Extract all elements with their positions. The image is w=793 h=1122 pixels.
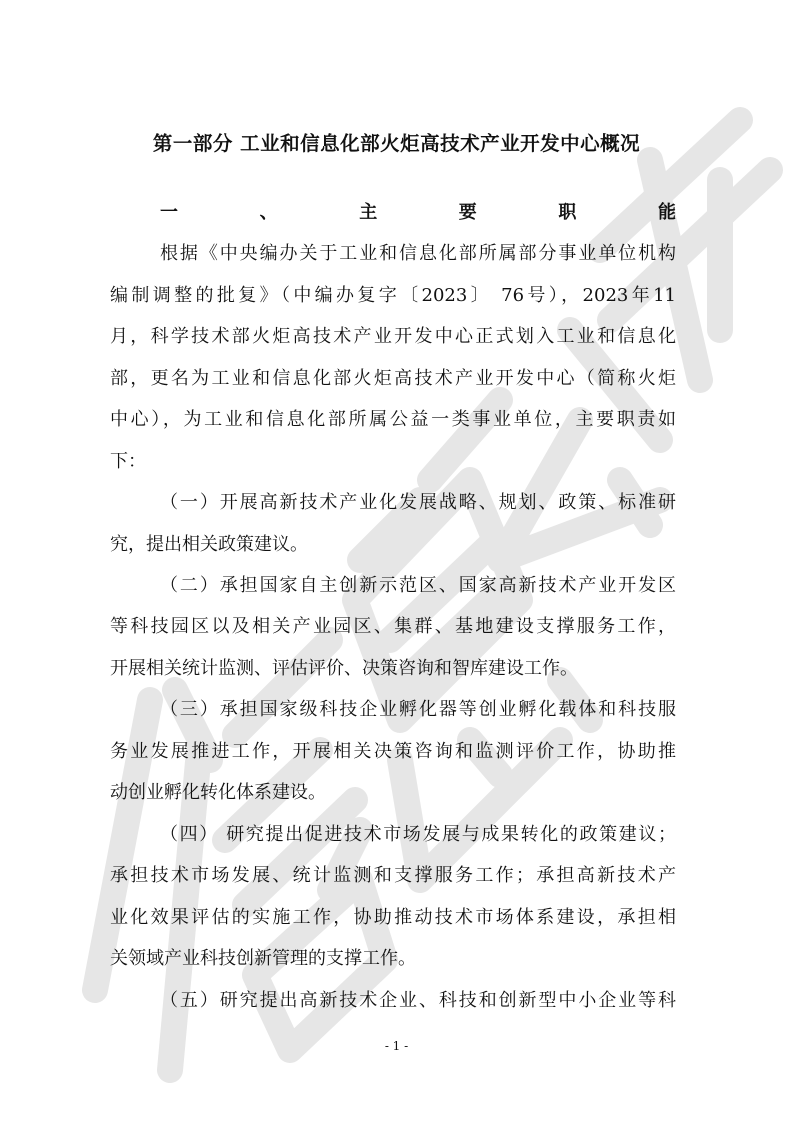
page-title: 第一部分 工业和信息化部火炬高技术产业开发中心概况 [152, 132, 641, 155]
paragraph-line: 务业发展推进工作，开展相关决策咨询和监测评价工作，协助推 [110, 741, 676, 762]
page-number: - 1 - [384, 1039, 409, 1053]
paragraph-line: 关领域产业科技创新管理的支撑工作。 [110, 948, 416, 969]
paragraph-line: （三）承担国家级科技企业孵化器等创业孵化载体和科技服 [160, 699, 676, 720]
paragraph-line: （二）承担国家自主创新示范区、国家高新技术产业开发区 [160, 575, 676, 596]
paragraph-line: 下： [110, 451, 146, 472]
paragraph-line: 承担技术市场发展、统计监测和支撑服务工作；承担高新技术产 [110, 865, 676, 886]
paragraph-line: 等科技园区以及相关产业园区、集群、基地建设支撑服务工作， [110, 616, 676, 637]
paragraph-line: 开展相关统计监测、评估评价、决策咨询和智库建设工作。 [110, 658, 578, 679]
paragraph-line: 部，更名为工业和信息化部火炬高技术产业开发中心（简称火炬 [110, 368, 676, 389]
paragraph-line: 中心），为工业和信息化部所属公益一类事业单位，主要职责如 [110, 409, 676, 430]
paragraph-line: 月，科学技术部火炬高技术产业开发中心正式划入工业和信息化 [110, 326, 676, 347]
paragraph-line: 根据《中央编办关于工业和信息化部所属部分事业单位机构 [160, 243, 676, 264]
section-heading: 一、主要职能 [160, 202, 676, 223]
paragraph-line: （五）研究提出高新技术企业、科技和创新型中小企业等科 [160, 990, 676, 1011]
paragraph-line: 业化效果评估的实施工作，协助推动技术市场体系建设，承担相 [110, 907, 676, 928]
paragraph-line: （一）开展高新技术产业化发展战略、规划、政策、标准研 [160, 492, 676, 513]
paragraph-line: 动创业孵化转化体系建设。 [110, 782, 326, 803]
paragraph-line: 究，提出相关政策建议。 [110, 534, 308, 555]
paragraph-line: 编制调整的批复》（中编办复字〔2023〕 76号），2023年11 [110, 285, 676, 306]
paragraph-line: （四） 研究提出促进技术市场发展与成果转化的政策建议； [160, 824, 676, 845]
